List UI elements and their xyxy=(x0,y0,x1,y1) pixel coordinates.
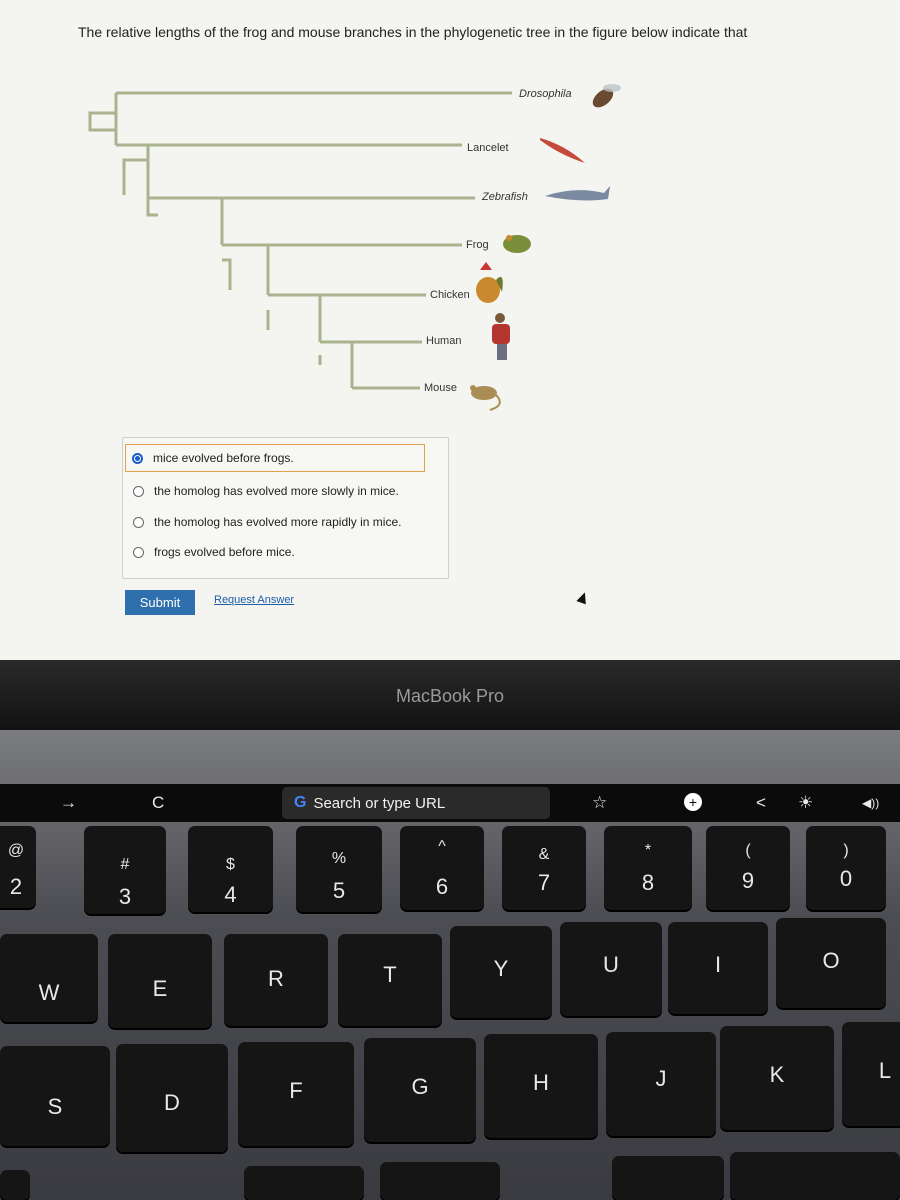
brightness-sun-icon[interactable]: ☀ xyxy=(798,793,814,812)
key-3[interactable]: # 3 xyxy=(84,826,166,914)
key-4[interactable]: $ 4 xyxy=(188,826,273,912)
key-partial-bottom[interactable] xyxy=(612,1156,724,1200)
key-s[interactable]: S xyxy=(0,1046,110,1146)
key-partial-bottom[interactable] xyxy=(244,1166,364,1200)
key-f[interactable]: F xyxy=(238,1042,354,1146)
key-8[interactable]: * 8 xyxy=(604,826,692,910)
key-o[interactable]: O xyxy=(776,918,886,1008)
key-j[interactable]: J xyxy=(606,1032,716,1136)
choice-label: the homolog has evolved more slowly in mice. xyxy=(154,484,399,498)
lancelet-illustration xyxy=(540,138,585,163)
phylogenetic-tree xyxy=(0,0,900,430)
label-lancelet: Lancelet xyxy=(467,142,509,154)
radio-icon[interactable] xyxy=(133,486,144,497)
volume-icon[interactable]: ◀)) xyxy=(862,796,880,810)
choice-label: frogs evolved before mice. xyxy=(154,545,295,559)
submit-button[interactable]: Submit xyxy=(125,590,195,615)
label-drosophila: Drosophila xyxy=(519,88,572,100)
choice-evolved-more-rapidly[interactable] xyxy=(133,515,401,529)
mouse-illustration xyxy=(470,385,500,410)
label-human: Human xyxy=(426,335,462,347)
frog-illustration xyxy=(503,235,531,253)
drosophila-illustration xyxy=(589,84,621,111)
search-url-field[interactable] xyxy=(282,787,550,819)
label-frog: Frog xyxy=(466,239,489,251)
zebrafish-illustration xyxy=(545,186,610,200)
choice-mice-evolved-before-frogs[interactable] xyxy=(125,444,425,472)
radio-selected-icon[interactable] xyxy=(132,453,143,464)
radio-icon[interactable] xyxy=(133,547,144,558)
forward-arrow-icon[interactable]: → xyxy=(60,793,77,812)
key-0[interactable]: ) 0 xyxy=(806,826,886,910)
key-i[interactable]: I xyxy=(668,922,768,1014)
key-9[interactable]: ( 9 xyxy=(706,826,790,910)
key-d[interactable]: D xyxy=(116,1044,228,1152)
label-zebrafish: Zebrafish xyxy=(482,191,528,203)
label-mouse: Mouse xyxy=(424,382,458,394)
key-7[interactable]: & 7 xyxy=(502,826,586,910)
key-6[interactable]: ^ 6 xyxy=(400,826,484,910)
choice-frogs-evolved-before-mice[interactable] xyxy=(133,545,295,559)
human-illustration xyxy=(492,313,510,360)
key-e[interactable]: E xyxy=(108,934,212,1028)
key-h[interactable]: H xyxy=(484,1034,598,1138)
request-answer-link[interactable]: Request Answer xyxy=(214,594,295,606)
key-5[interactable]: % 5 xyxy=(296,826,382,912)
answer-choices xyxy=(122,437,449,579)
new-tab-icon[interactable]: + xyxy=(684,793,702,811)
key-t[interactable]: T xyxy=(338,934,442,1026)
google-icon: G xyxy=(294,794,307,811)
key-2[interactable]: @ 2 xyxy=(0,826,36,908)
key-partial-bottom[interactable] xyxy=(380,1162,500,1200)
choice-label: mice evolved before frogs. xyxy=(153,451,294,465)
key-partial-bottom[interactable] xyxy=(0,1170,30,1200)
key-k[interactable]: K xyxy=(720,1026,834,1130)
key-partial-bottom[interactable] xyxy=(730,1152,900,1200)
radio-icon[interactable] xyxy=(133,517,144,528)
brightness-collapse-icon[interactable]: < xyxy=(756,793,766,812)
key-g[interactable]: G xyxy=(364,1038,476,1142)
reload-icon[interactable]: C xyxy=(152,793,165,812)
bookmark-star-icon[interactable]: ☆ xyxy=(592,793,608,812)
choice-evolved-more-slowly[interactable] xyxy=(133,484,399,498)
key-r[interactable]: R xyxy=(224,934,328,1026)
mouse-cursor-icon xyxy=(576,591,589,605)
key-w[interactable]: W xyxy=(0,934,98,1022)
laptop-brand: MacBook Pro xyxy=(395,686,505,706)
key-y[interactable]: Y xyxy=(450,926,552,1018)
key-l[interactable]: L xyxy=(842,1022,900,1126)
key-u[interactable]: U xyxy=(560,922,662,1016)
search-placeholder: Search or type URL xyxy=(313,794,446,812)
chicken-illustration xyxy=(476,262,503,303)
label-chicken: Chicken xyxy=(430,289,470,301)
choice-label: the homolog has evolved more rapidly in mice. xyxy=(154,515,402,529)
question-text: The relative lengths of the frog and mouse branches in the phylogenetic tree in the figure below indicate that xyxy=(78,24,748,40)
